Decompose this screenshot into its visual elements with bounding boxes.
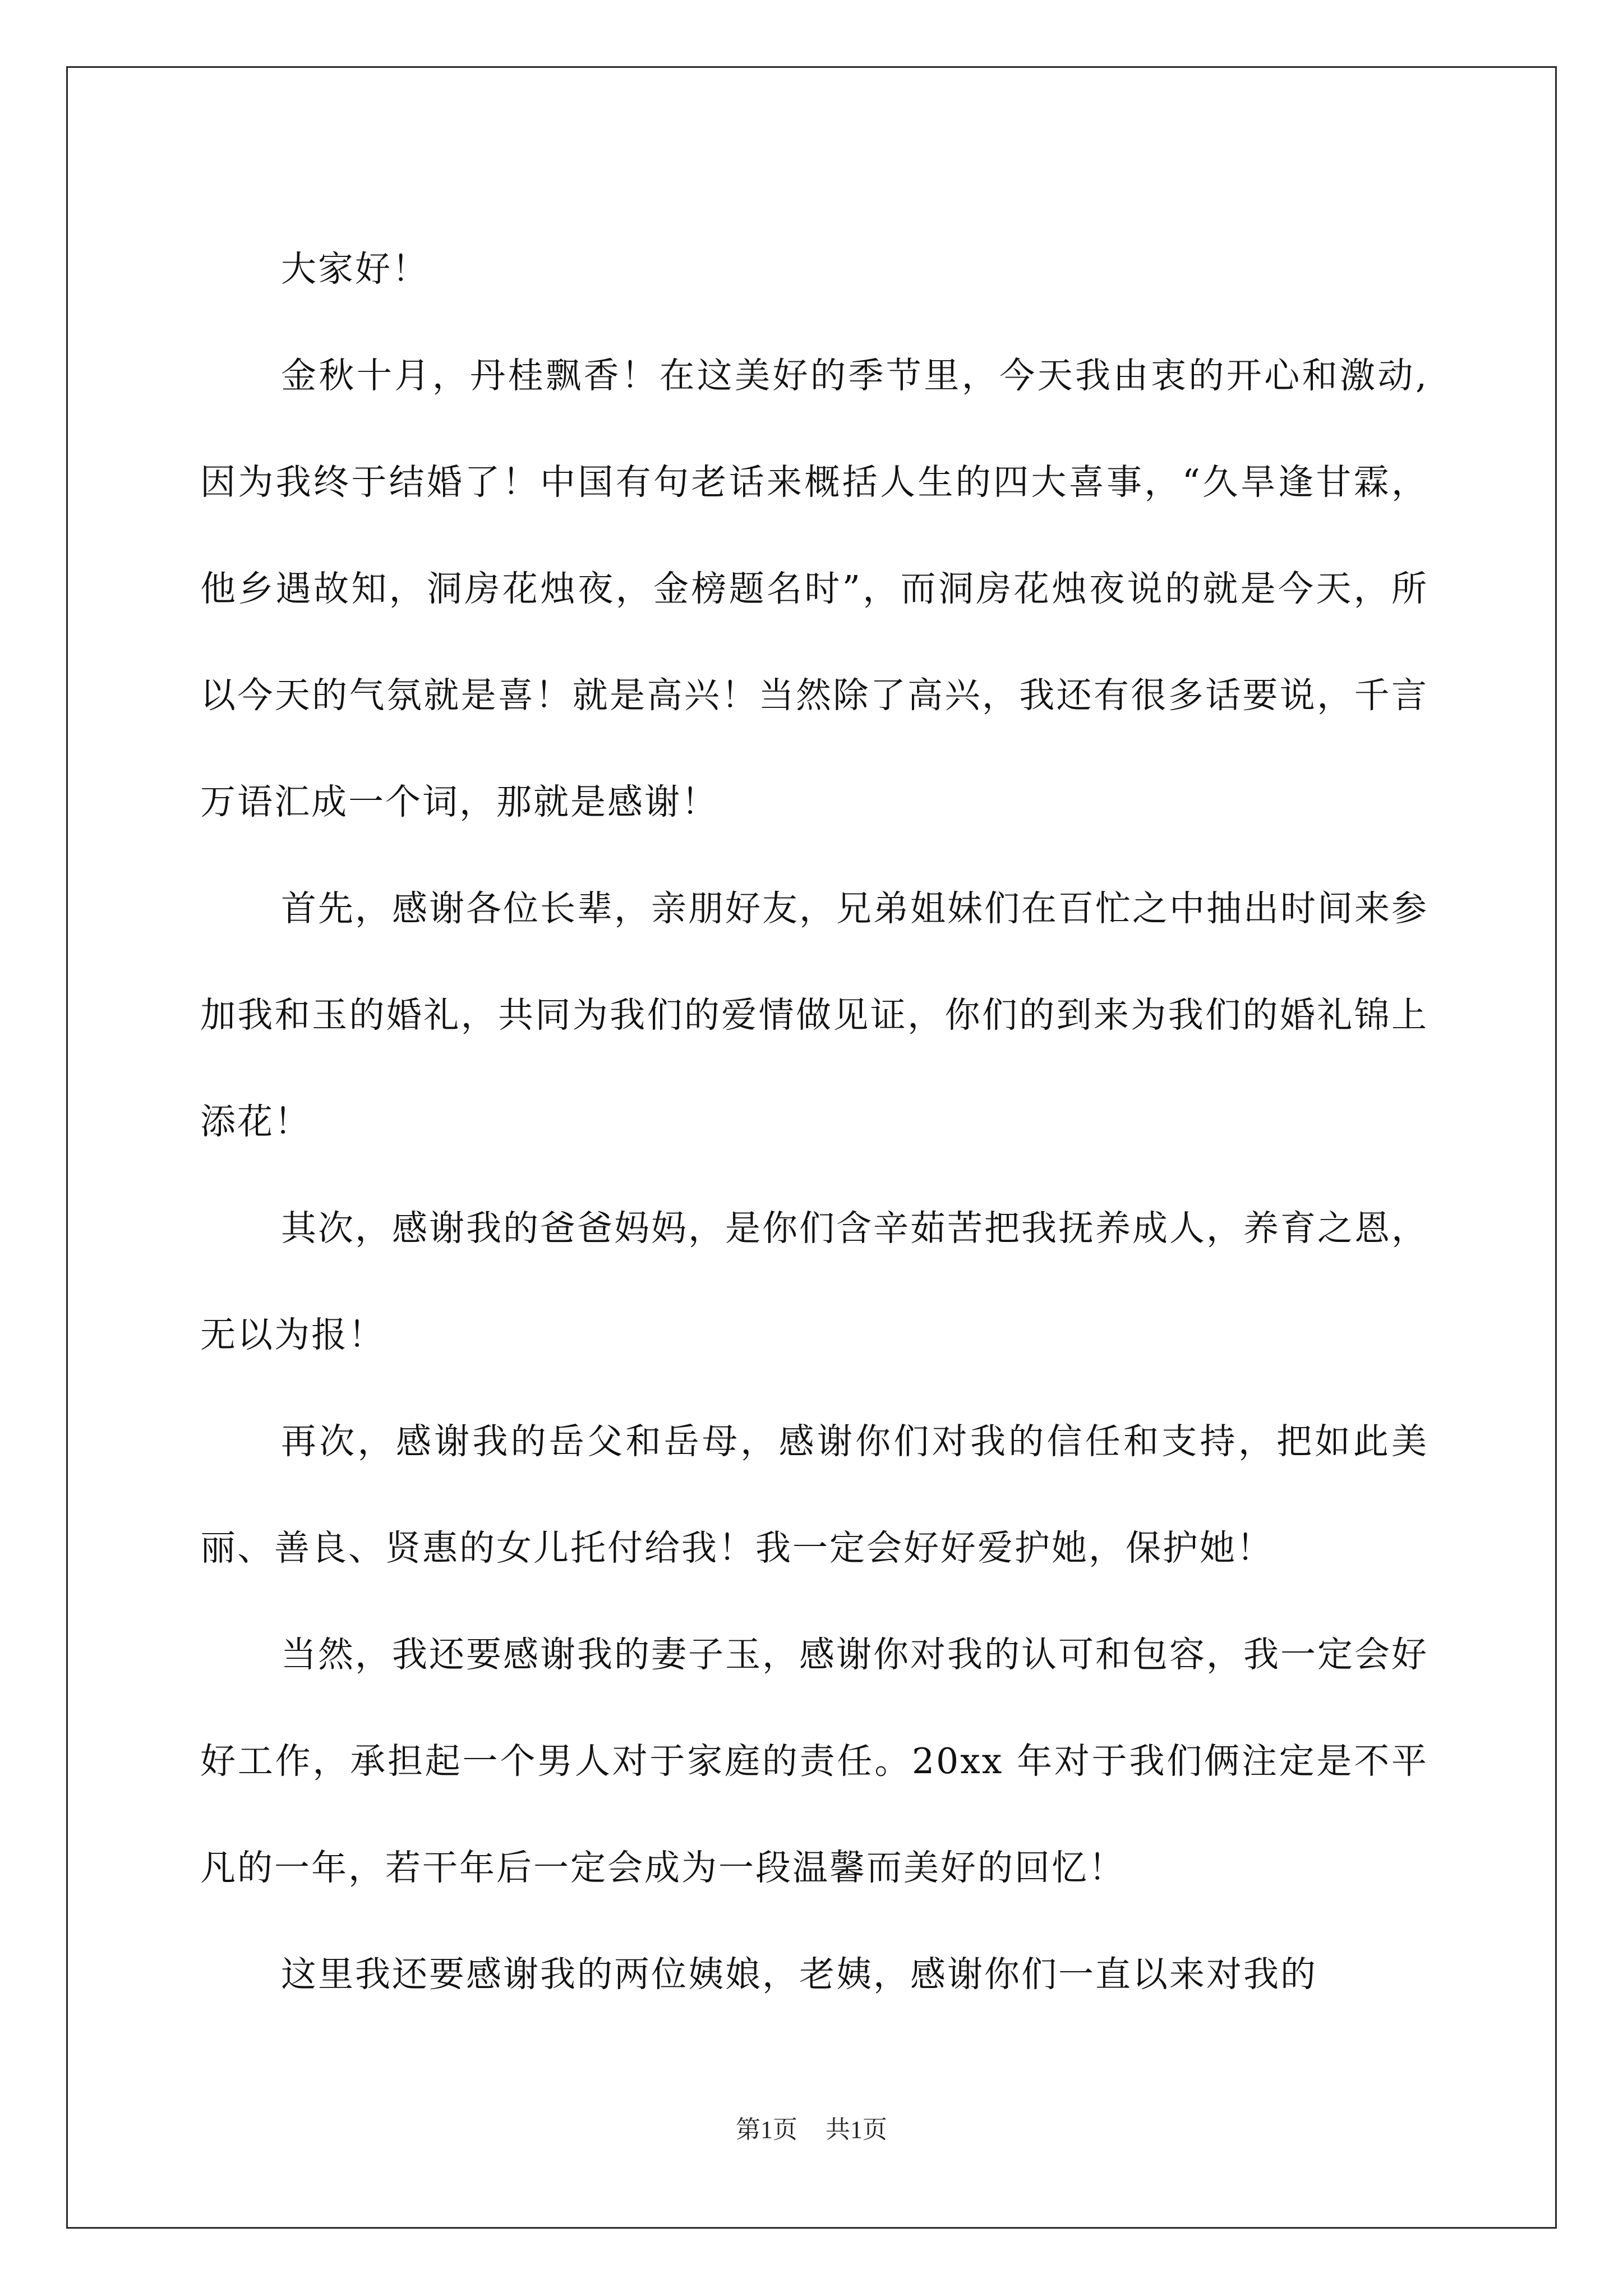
paragraph-thanks-aunts: 这里我还要感谢我的两位姨娘，老姨，感谢你们一直以来对我的 [281, 1954, 1317, 1995]
page-number-total: 共1页 [826, 2116, 887, 2143]
paragraph-intro: 金秋十月，丹桂飘香！在这美好的季节里，今天我由衷的开心和激动,因为我终于结婚了！中国有句老话来概括人生的四大喜事，“久旱逢甘霖，他乡遇故知，洞房花烛夜，金榜题名时”，而洞房花烛夜说的就是今天，所以今天的气氛就是喜！就是高兴！当然除了高兴，我还有很多话要说，千言万语汇成一个词，那就是感谢！ [200, 355, 1428, 822]
page-footer [0, 2109, 1623, 2145]
paragraph-thanks-wife: 当然，我还要感谢我的妻子玉，感谢你对我的认可和包容，我一定会好好工作，承担起一个男人对于家庭的责任。20xx 年对于我们俩注定是不平凡的一年，若干年后一定会成为一段温馨而美好的回忆！ [200, 1634, 1428, 1888]
paragraph-greeting: 大家好！ [281, 249, 429, 289]
paragraph-thanks-guests: 首先，感谢各位长辈，亲朋好友，兄弟姐妹们在百忙之中抽出时间来参加我和玉的婚礼，共同为我们的爱情做见证，你们的到来为我们的婚礼锦上添花！ [200, 888, 1428, 1142]
page-number-current: 第1页 [736, 2116, 797, 2143]
document-body [200, 216, 1428, 2028]
paragraph-thanks-in-laws: 再次，感谢我的岳父和岳母，感谢你们对我的信任和支持，把如此美丽、善良、贤惠的女儿托付给我！我一定会好好爱护她，保护她！ [200, 1421, 1428, 1568]
paragraph-thanks-parents: 其次，感谢我的爸爸妈妈，是你们含辛茹苦把我抚养成人，养育之恩，无以为报！ [200, 1208, 1428, 1355]
